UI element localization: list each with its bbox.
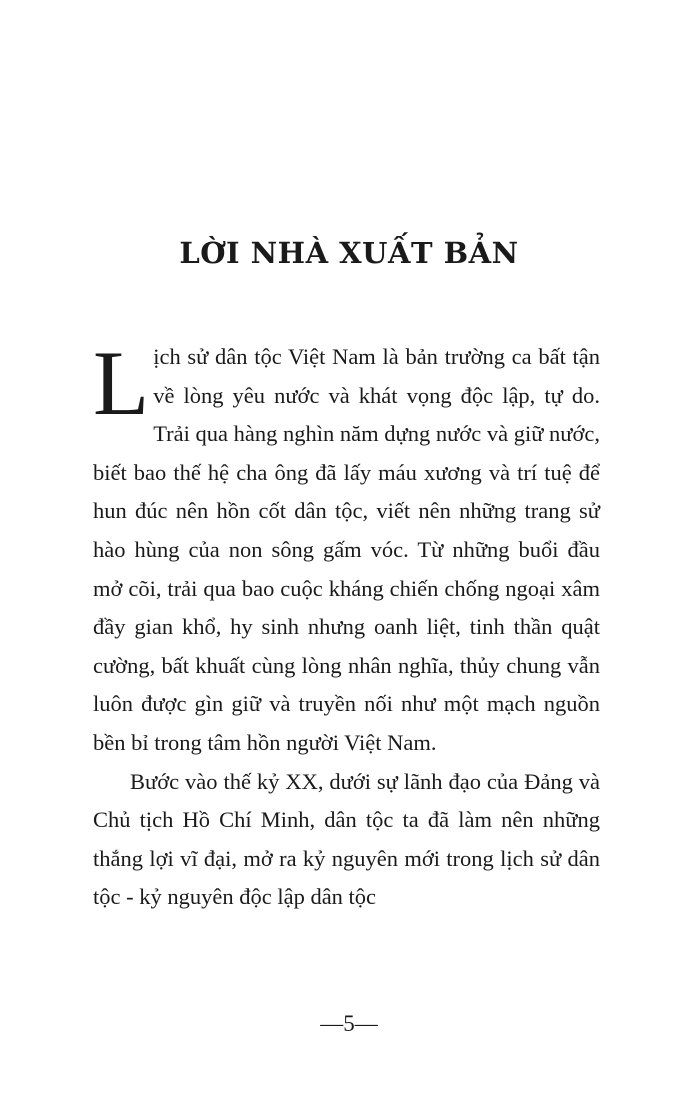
page-number: —5— (320, 1011, 378, 1036)
paragraph-1 (93, 332, 600, 763)
drop-cap: L (93, 332, 150, 434)
body-text (93, 332, 600, 917)
paragraph-2: Bước vào thế kỷ XX, dưới sự lãnh đạo của Đảng và Chủ tịch Hồ Chí Minh, dân tộc ta đã làm nên những thắng lợi vĩ đại, mở ra kỷ nguyên mới trong lịch sử dân tộc - kỷ nguyên độc lập dân tộc (93, 768, 600, 910)
paragraph-1-text: ịch sử dân tộc Việt Nam là bản trường ca bất tận về lòng yêu nước và khát vọng độc lập, tự do. Trải qua hàng nghìn năm dựng nước và giữ nước, biết bao thế hệ cha ông đã lấy máu xương và trí tuệ để hun đúc nên hồn cốt dân tộc, viết nên những trang sử hào hùng của non sông gấm vóc. Từ những buổi đầu mở cõi, trải qua bao cuộc kháng chiến chống ngoại xâm đầy gian khổ, hy sinh nhưng oanh liệt, tinh thần quật cường, bất khuất cùng lòng nhân nghĩa, thủy chung vẫn luôn được gìn giữ và truyền nối như một mạch nguồn bền bỉ trong tâm hồn người Việt Nam. (93, 344, 600, 755)
page-title: LỜI NHÀ XUẤT BẢN (179, 236, 519, 270)
